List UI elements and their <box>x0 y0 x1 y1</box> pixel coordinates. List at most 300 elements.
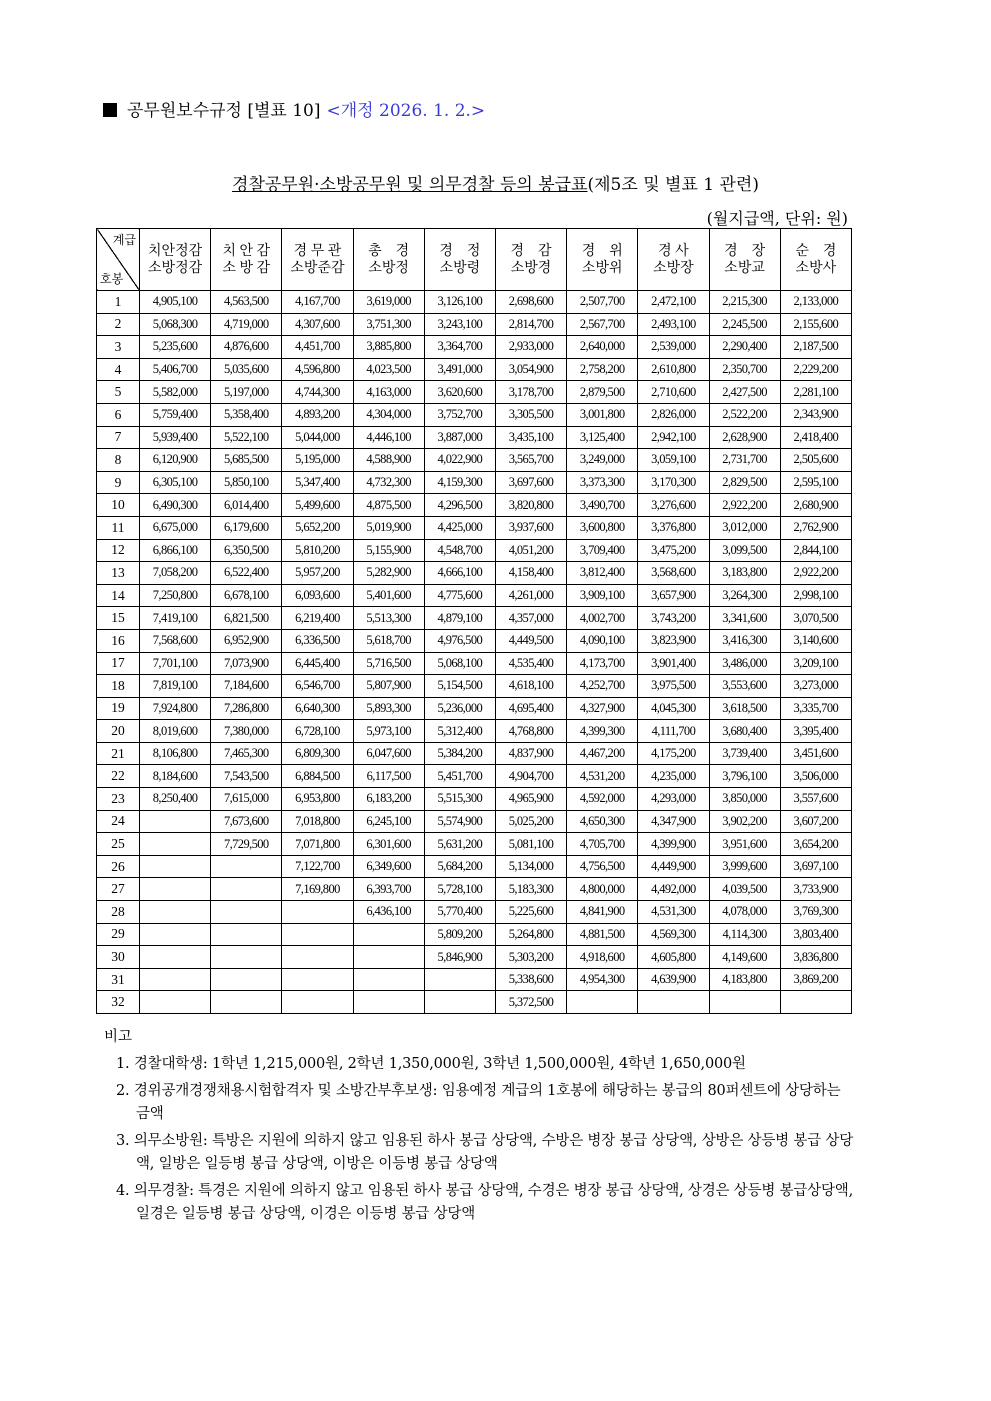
salary-cell: 3,600,800 <box>567 516 638 539</box>
salary-cell: 5,372,500 <box>495 991 566 1014</box>
salary-cell: 5,957,200 <box>282 562 353 585</box>
salary-cell: 4,954,300 <box>567 968 638 991</box>
salary-cell: 4,039,500 <box>709 878 780 901</box>
salary-cell: 3,869,200 <box>780 968 851 991</box>
salary-cell <box>353 991 424 1014</box>
salary-cell: 2,155,600 <box>780 313 851 336</box>
salary-cell: 2,922,200 <box>780 562 851 585</box>
salary-cell: 7,615,000 <box>211 788 282 811</box>
salary-cell: 5,183,300 <box>495 878 566 901</box>
salary-cell: 4,347,900 <box>638 810 709 833</box>
salary-cell: 2,539,000 <box>638 336 709 359</box>
salary-cell: 5,810,200 <box>282 539 353 562</box>
remark-item: 3. 의무소방원: 특방은 지원에 의하지 않고 임용된 하사 봉급 상당액, 수방은 병장 봉급 상당액, 상방은 상등병 봉급 상당액, 일방은 일등병 봉급 상당액, 이방은 이등병 봉급 상당액 <box>116 1133 854 1172</box>
salary-cell: 4,183,800 <box>709 968 780 991</box>
salary-cell: 3,276,600 <box>638 494 709 517</box>
salary-cell: 4,173,700 <box>567 652 638 675</box>
salary-cell: 6,953,800 <box>282 788 353 811</box>
table-row <box>97 968 852 991</box>
salary-cell: 4,163,000 <box>353 381 424 404</box>
salary-cell: 3,059,100 <box>638 449 709 472</box>
salary-cell: 6,393,700 <box>353 878 424 901</box>
salary-cell: 5,451,700 <box>424 765 495 788</box>
salary-cell: 4,732,300 <box>353 471 424 494</box>
salary-cell: 6,305,100 <box>140 471 211 494</box>
salary-cell: 3,395,400 <box>780 720 851 743</box>
salary-cell: 4,841,900 <box>567 901 638 924</box>
column-header <box>495 229 566 291</box>
salary-cell: 5,652,200 <box>282 516 353 539</box>
salary-cell: 6,546,700 <box>282 675 353 698</box>
salary-cell: 3,491,000 <box>424 358 495 381</box>
table-row <box>97 516 852 539</box>
column-header <box>638 229 709 291</box>
salary-cell: 4,605,800 <box>638 946 709 969</box>
salary-cell: 3,183,800 <box>709 562 780 585</box>
salary-cell: 4,307,600 <box>282 313 353 336</box>
salary-cell: 5,515,300 <box>424 788 495 811</box>
salary-cell: 2,187,500 <box>780 336 851 359</box>
salary-cell <box>282 901 353 924</box>
salary-cell: 5,154,500 <box>424 675 495 698</box>
salary-cell <box>353 968 424 991</box>
salary-cell: 3,012,000 <box>709 516 780 539</box>
step-number-cell: 15 <box>97 607 140 630</box>
salary-cell: 5,068,100 <box>424 652 495 675</box>
salary-cell <box>140 991 211 1014</box>
remark-item: 1. 경찰대학생: 1학년 1,215,000원, 2학년 1,350,000원, 3학년 1,500,000원, 4학년 1,650,000원 <box>116 1056 746 1072</box>
salary-cell: 3,416,300 <box>709 629 780 652</box>
salary-cell: 5,846,900 <box>424 946 495 969</box>
salary-cell <box>140 923 211 946</box>
salary-cell: 2,427,500 <box>709 381 780 404</box>
salary-cell <box>140 946 211 969</box>
salary-cell: 5,044,000 <box>282 426 353 449</box>
salary-cell: 4,531,300 <box>638 901 709 924</box>
fire-rank-label: 소방장 <box>653 260 694 276</box>
salary-cell: 5,338,600 <box>495 968 566 991</box>
salary-cell: 3,607,200 <box>780 810 851 833</box>
salary-cell: 5,197,000 <box>211 381 282 404</box>
salary-cell: 4,399,300 <box>567 720 638 743</box>
table-row <box>97 629 852 652</box>
police-rank-label: 경 정 <box>439 243 481 259</box>
fire-rank-label: 소방준감 <box>290 260 345 276</box>
salary-cell: 3,140,600 <box>780 629 851 652</box>
salary-cell: 3,486,000 <box>709 652 780 675</box>
salary-cell: 7,819,100 <box>140 675 211 698</box>
salary-cell: 2,522,200 <box>709 403 780 426</box>
heading-label: 공무원보수규정 [별표 10] <box>127 101 321 121</box>
salary-cell: 5,347,400 <box>282 471 353 494</box>
salary-cell: 4,881,500 <box>567 923 638 946</box>
salary-cell: 5,236,000 <box>424 697 495 720</box>
column-header <box>424 229 495 291</box>
salary-cell: 5,035,600 <box>211 358 282 381</box>
salary-cell: 5,807,900 <box>353 675 424 698</box>
salary-cell: 3,909,100 <box>567 584 638 607</box>
salary-cell: 4,467,200 <box>567 742 638 765</box>
salary-cell: 8,250,400 <box>140 788 211 811</box>
fire-rank-label: 소방정감 <box>148 260 203 276</box>
salary-cell: 4,875,500 <box>353 494 424 517</box>
table-row <box>97 652 852 675</box>
salary-cell: 3,796,100 <box>709 765 780 788</box>
salary-cell: 4,167,700 <box>282 291 353 314</box>
salary-cell: 4,446,100 <box>353 426 424 449</box>
salary-cell: 3,178,700 <box>495 381 566 404</box>
remark-item: 4. 의무경찰: 특경은 지원에 의하지 않고 임용된 하사 봉급 상당액, 수경은 병장 봉급 상당액, 상경은 상등병 봉급상당액, 일경은 일등병 봉급 상당액, 이경은 이등병 봉급 상당액 <box>116 1183 854 1222</box>
salary-cell <box>567 991 638 1014</box>
salary-cell: 3,364,700 <box>424 336 495 359</box>
salary-cell: 3,657,900 <box>638 584 709 607</box>
salary-cell: 5,155,900 <box>353 539 424 562</box>
salary-cell: 4,639,900 <box>638 968 709 991</box>
salary-cell: 3,490,700 <box>567 494 638 517</box>
salary-cell: 5,282,900 <box>353 562 424 585</box>
salary-cell: 2,731,700 <box>709 449 780 472</box>
salary-cell: 4,304,000 <box>353 403 424 426</box>
salary-cell <box>140 810 211 833</box>
salary-cell: 4,425,000 <box>424 516 495 539</box>
salary-cell <box>140 855 211 878</box>
salary-cell: 3,553,600 <box>709 675 780 698</box>
salary-cell: 4,756,500 <box>567 855 638 878</box>
salary-cell: 7,419,100 <box>140 607 211 630</box>
salary-cell: 2,762,900 <box>780 516 851 539</box>
salary-cell: 5,195,000 <box>282 449 353 472</box>
step-number-cell: 26 <box>97 855 140 878</box>
salary-cell: 4,569,300 <box>638 923 709 946</box>
table-row <box>97 336 852 359</box>
salary-cell: 5,081,100 <box>495 833 566 856</box>
salary-cell: 4,800,000 <box>567 878 638 901</box>
salary-cell: 5,716,500 <box>353 652 424 675</box>
salary-cell: 3,125,400 <box>567 426 638 449</box>
salary-cell: 4,650,300 <box>567 810 638 833</box>
salary-cell: 3,341,600 <box>709 607 780 630</box>
fire-rank-label: 소방위 <box>581 260 623 276</box>
salary-cell: 3,451,600 <box>780 742 851 765</box>
salary-table <box>96 228 852 1014</box>
salary-cell: 6,866,100 <box>140 539 211 562</box>
police-rank-label: 경 무 관 <box>293 243 342 259</box>
salary-cell: 3,752,700 <box>424 403 495 426</box>
step-number-cell: 8 <box>97 449 140 472</box>
column-header <box>353 229 424 291</box>
salary-cell: 6,445,400 <box>282 652 353 675</box>
salary-cell: 7,250,800 <box>140 584 211 607</box>
salary-cell: 6,183,200 <box>353 788 424 811</box>
salary-cell: 4,548,700 <box>424 539 495 562</box>
salary-cell: 3,264,300 <box>709 584 780 607</box>
salary-cell: 2,567,700 <box>567 313 638 336</box>
salary-cell: 4,045,300 <box>638 697 709 720</box>
salary-cell: 4,492,000 <box>638 878 709 901</box>
salary-cell: 4,837,900 <box>495 742 566 765</box>
salary-cell <box>140 901 211 924</box>
salary-cell: 4,149,600 <box>709 946 780 969</box>
step-number-cell: 5 <box>97 381 140 404</box>
salary-cell <box>211 855 282 878</box>
salary-cell: 3,619,000 <box>353 291 424 314</box>
salary-cell: 2,710,600 <box>638 381 709 404</box>
salary-cell: 6,678,100 <box>211 584 282 607</box>
salary-cell: 5,358,400 <box>211 403 282 426</box>
salary-cell: 3,836,800 <box>780 946 851 969</box>
fire-rank-label: 소방정 <box>368 260 409 276</box>
step-number-cell: 11 <box>97 516 140 539</box>
table-row <box>97 946 852 969</box>
salary-cell: 4,078,000 <box>709 901 780 924</box>
salary-cell: 4,022,900 <box>424 449 495 472</box>
column-header <box>780 229 851 291</box>
salary-cell: 5,406,700 <box>140 358 211 381</box>
salary-cell: 3,273,000 <box>780 675 851 698</box>
salary-cell: 5,225,600 <box>495 901 566 924</box>
black-square-icon <box>103 103 117 117</box>
salary-cell: 7,701,100 <box>140 652 211 675</box>
salary-cell: 5,759,400 <box>140 403 211 426</box>
salary-cell: 7,058,200 <box>140 562 211 585</box>
police-rank-label: 치 안 감 <box>222 243 271 259</box>
salary-cell: 3,475,200 <box>638 539 709 562</box>
salary-cell: 6,490,300 <box>140 494 211 517</box>
salary-cell: 4,531,200 <box>567 765 638 788</box>
police-rank-label: 경 위 <box>581 243 623 259</box>
salary-cell: 6,640,300 <box>282 697 353 720</box>
salary-cell: 3,902,200 <box>709 810 780 833</box>
salary-cell: 4,051,200 <box>495 539 566 562</box>
salary-cell: 7,729,500 <box>211 833 282 856</box>
salary-cell: 3,099,500 <box>709 539 780 562</box>
salary-cell: 2,879,500 <box>567 381 638 404</box>
salary-cell <box>140 968 211 991</box>
table-row <box>97 607 852 630</box>
salary-cell: 6,809,300 <box>282 742 353 765</box>
table-title <box>0 170 991 195</box>
salary-cell: 4,357,000 <box>495 607 566 630</box>
step-number-cell: 18 <box>97 675 140 698</box>
salary-cell: 3,697,100 <box>780 855 851 878</box>
salary-cell: 7,286,800 <box>211 697 282 720</box>
salary-cell: 2,844,100 <box>780 539 851 562</box>
salary-cell: 4,399,900 <box>638 833 709 856</box>
salary-cell: 2,493,100 <box>638 313 709 336</box>
remark-item: 2. 경위공개경쟁채용시험합격자 및 소방간부후보생: 임용예정 계급의 1호봉에 해당하는 봉급의 80퍼센트에 상당하는 금액 <box>116 1083 841 1122</box>
salary-cell: 4,261,000 <box>495 584 566 607</box>
salary-cell: 2,698,600 <box>495 291 566 314</box>
salary-cell: 3,739,400 <box>709 742 780 765</box>
step-number-cell: 16 <box>97 629 140 652</box>
step-number-cell: 17 <box>97 652 140 675</box>
salary-cell: 3,070,500 <box>780 607 851 630</box>
salary-cell: 2,922,200 <box>709 494 780 517</box>
salary-cell: 8,184,600 <box>140 765 211 788</box>
salary-cell: 5,384,200 <box>424 742 495 765</box>
salary-cell: 3,999,600 <box>709 855 780 878</box>
salary-cell: 7,465,300 <box>211 742 282 765</box>
fire-rank-label: 소방사 <box>795 260 837 276</box>
salary-cell: 6,728,100 <box>282 720 353 743</box>
salary-cell <box>353 946 424 969</box>
salary-cell: 4,879,100 <box>424 607 495 630</box>
salary-cell: 7,073,900 <box>211 652 282 675</box>
salary-cell: 7,184,600 <box>211 675 282 698</box>
salary-cell: 3,618,500 <box>709 697 780 720</box>
salary-cell: 6,219,400 <box>282 607 353 630</box>
salary-cell: 2,595,100 <box>780 471 851 494</box>
step-number-cell: 6 <box>97 403 140 426</box>
salary-cell: 3,885,800 <box>353 336 424 359</box>
table-row <box>97 562 852 585</box>
salary-cell <box>282 968 353 991</box>
salary-cell: 2,942,100 <box>638 426 709 449</box>
salary-cell: 3,850,000 <box>709 788 780 811</box>
table-row <box>97 539 852 562</box>
table-row <box>97 765 852 788</box>
salary-cell: 3,170,300 <box>638 471 709 494</box>
salary-cell: 5,499,600 <box>282 494 353 517</box>
table-row <box>97 923 852 946</box>
step-number-cell: 21 <box>97 742 140 765</box>
salary-cell: 4,235,000 <box>638 765 709 788</box>
corner-header <box>97 229 140 291</box>
police-rank-label: 경 사 <box>658 243 689 259</box>
salary-cell: 5,631,200 <box>424 833 495 856</box>
salary-cell: 6,522,400 <box>211 562 282 585</box>
salary-cell: 2,281,100 <box>780 381 851 404</box>
fire-rank-label: 소방령 <box>439 260 481 276</box>
salary-cell <box>353 923 424 946</box>
salary-cell: 3,335,700 <box>780 697 851 720</box>
salary-cell: 4,744,300 <box>282 381 353 404</box>
salary-cell: 5,770,400 <box>424 901 495 924</box>
salary-cell: 3,001,800 <box>567 403 638 426</box>
salary-cell: 4,535,400 <box>495 652 566 675</box>
salary-cell: 7,380,000 <box>211 720 282 743</box>
column-header <box>709 229 780 291</box>
salary-cell: 7,122,700 <box>282 855 353 878</box>
salary-cell: 8,019,600 <box>140 720 211 743</box>
salary-cell: 7,568,600 <box>140 629 211 652</box>
salary-cell: 3,887,000 <box>424 426 495 449</box>
salary-cell <box>780 991 851 1014</box>
salary-cell: 3,376,800 <box>638 516 709 539</box>
step-number-cell: 31 <box>97 968 140 991</box>
salary-cell: 4,563,500 <box>211 291 282 314</box>
table-row <box>97 494 852 517</box>
step-number-cell: 2 <box>97 313 140 336</box>
salary-cell: 4,175,200 <box>638 742 709 765</box>
salary-cell <box>282 923 353 946</box>
salary-cell: 2,350,700 <box>709 358 780 381</box>
salary-cell: 4,588,900 <box>353 449 424 472</box>
police-rank-label: 순 경 <box>795 243 837 259</box>
salary-cell: 3,812,400 <box>567 562 638 585</box>
unit-note: (월지급액, 단위: 원) <box>706 209 848 228</box>
salary-cell: 5,618,700 <box>353 629 424 652</box>
salary-cell <box>638 991 709 1014</box>
table-row <box>97 742 852 765</box>
corner-grade-label: 계급 <box>112 233 136 247</box>
salary-cell: 3,620,600 <box>424 381 495 404</box>
table-title-ref: (제5조 및 별표 1 관련) <box>587 175 759 195</box>
salary-cell: 4,296,500 <box>424 494 495 517</box>
salary-cell: 6,093,600 <box>282 584 353 607</box>
salary-cell: 2,814,700 <box>495 313 566 336</box>
step-number-cell: 19 <box>97 697 140 720</box>
salary-cell: 4,768,800 <box>495 720 566 743</box>
salary-cell: 3,751,300 <box>353 313 424 336</box>
salary-cell: 4,592,000 <box>567 788 638 811</box>
table-row <box>97 810 852 833</box>
step-number-cell: 25 <box>97 833 140 856</box>
salary-cell: 6,014,400 <box>211 494 282 517</box>
salary-cell: 2,472,100 <box>638 291 709 314</box>
salary-cell: 4,596,800 <box>282 358 353 381</box>
salary-cell: 2,640,000 <box>567 336 638 359</box>
fire-rank-label: 소방교 <box>724 260 765 276</box>
salary-cell: 4,666,100 <box>424 562 495 585</box>
salary-cell <box>424 968 495 991</box>
salary-cell: 7,924,800 <box>140 697 211 720</box>
table-row <box>97 584 852 607</box>
police-rank-label: 경 감 <box>510 243 552 259</box>
table-row <box>97 313 852 336</box>
step-number-cell: 3 <box>97 336 140 359</box>
salary-cell: 4,618,100 <box>495 675 566 698</box>
salary-cell: 4,695,400 <box>495 697 566 720</box>
table-title-main: 경찰공무원·소방공무원 및 의무경찰 등의 봉급표 <box>232 175 588 195</box>
salary-cell: 3,951,600 <box>709 833 780 856</box>
step-number-cell: 7 <box>97 426 140 449</box>
salary-cell: 2,628,900 <box>709 426 780 449</box>
salary-cell: 7,169,800 <box>282 878 353 901</box>
salary-cell <box>211 968 282 991</box>
salary-cell: 2,245,500 <box>709 313 780 336</box>
salary-cell <box>211 946 282 969</box>
salary-cell <box>211 878 282 901</box>
salary-cell: 4,293,000 <box>638 788 709 811</box>
salary-cell: 3,209,100 <box>780 652 851 675</box>
salary-cell: 4,719,000 <box>211 313 282 336</box>
salary-cell: 5,303,200 <box>495 946 566 969</box>
step-number-cell: 20 <box>97 720 140 743</box>
step-number-cell: 27 <box>97 878 140 901</box>
salary-cell <box>709 991 780 1014</box>
salary-cell: 5,522,100 <box>211 426 282 449</box>
salary-cell: 5,809,200 <box>424 923 495 946</box>
salary-cell: 2,758,200 <box>567 358 638 381</box>
salary-cell: 3,733,900 <box>780 878 851 901</box>
salary-cell: 4,775,600 <box>424 584 495 607</box>
step-number-cell: 4 <box>97 358 140 381</box>
salary-cell: 5,973,100 <box>353 720 424 743</box>
salary-cell: 5,134,000 <box>495 855 566 878</box>
salary-cell: 4,449,900 <box>638 855 709 878</box>
police-rank-label: 치안정감 <box>148 243 203 259</box>
table-row <box>97 426 852 449</box>
table-body <box>97 291 852 1014</box>
salary-cell <box>211 901 282 924</box>
salary-cell: 5,513,300 <box>353 607 424 630</box>
salary-cell: 3,568,600 <box>638 562 709 585</box>
table-row <box>97 833 852 856</box>
step-number-cell: 14 <box>97 584 140 607</box>
salary-cell: 3,803,400 <box>780 923 851 946</box>
step-number-cell: 22 <box>97 765 140 788</box>
